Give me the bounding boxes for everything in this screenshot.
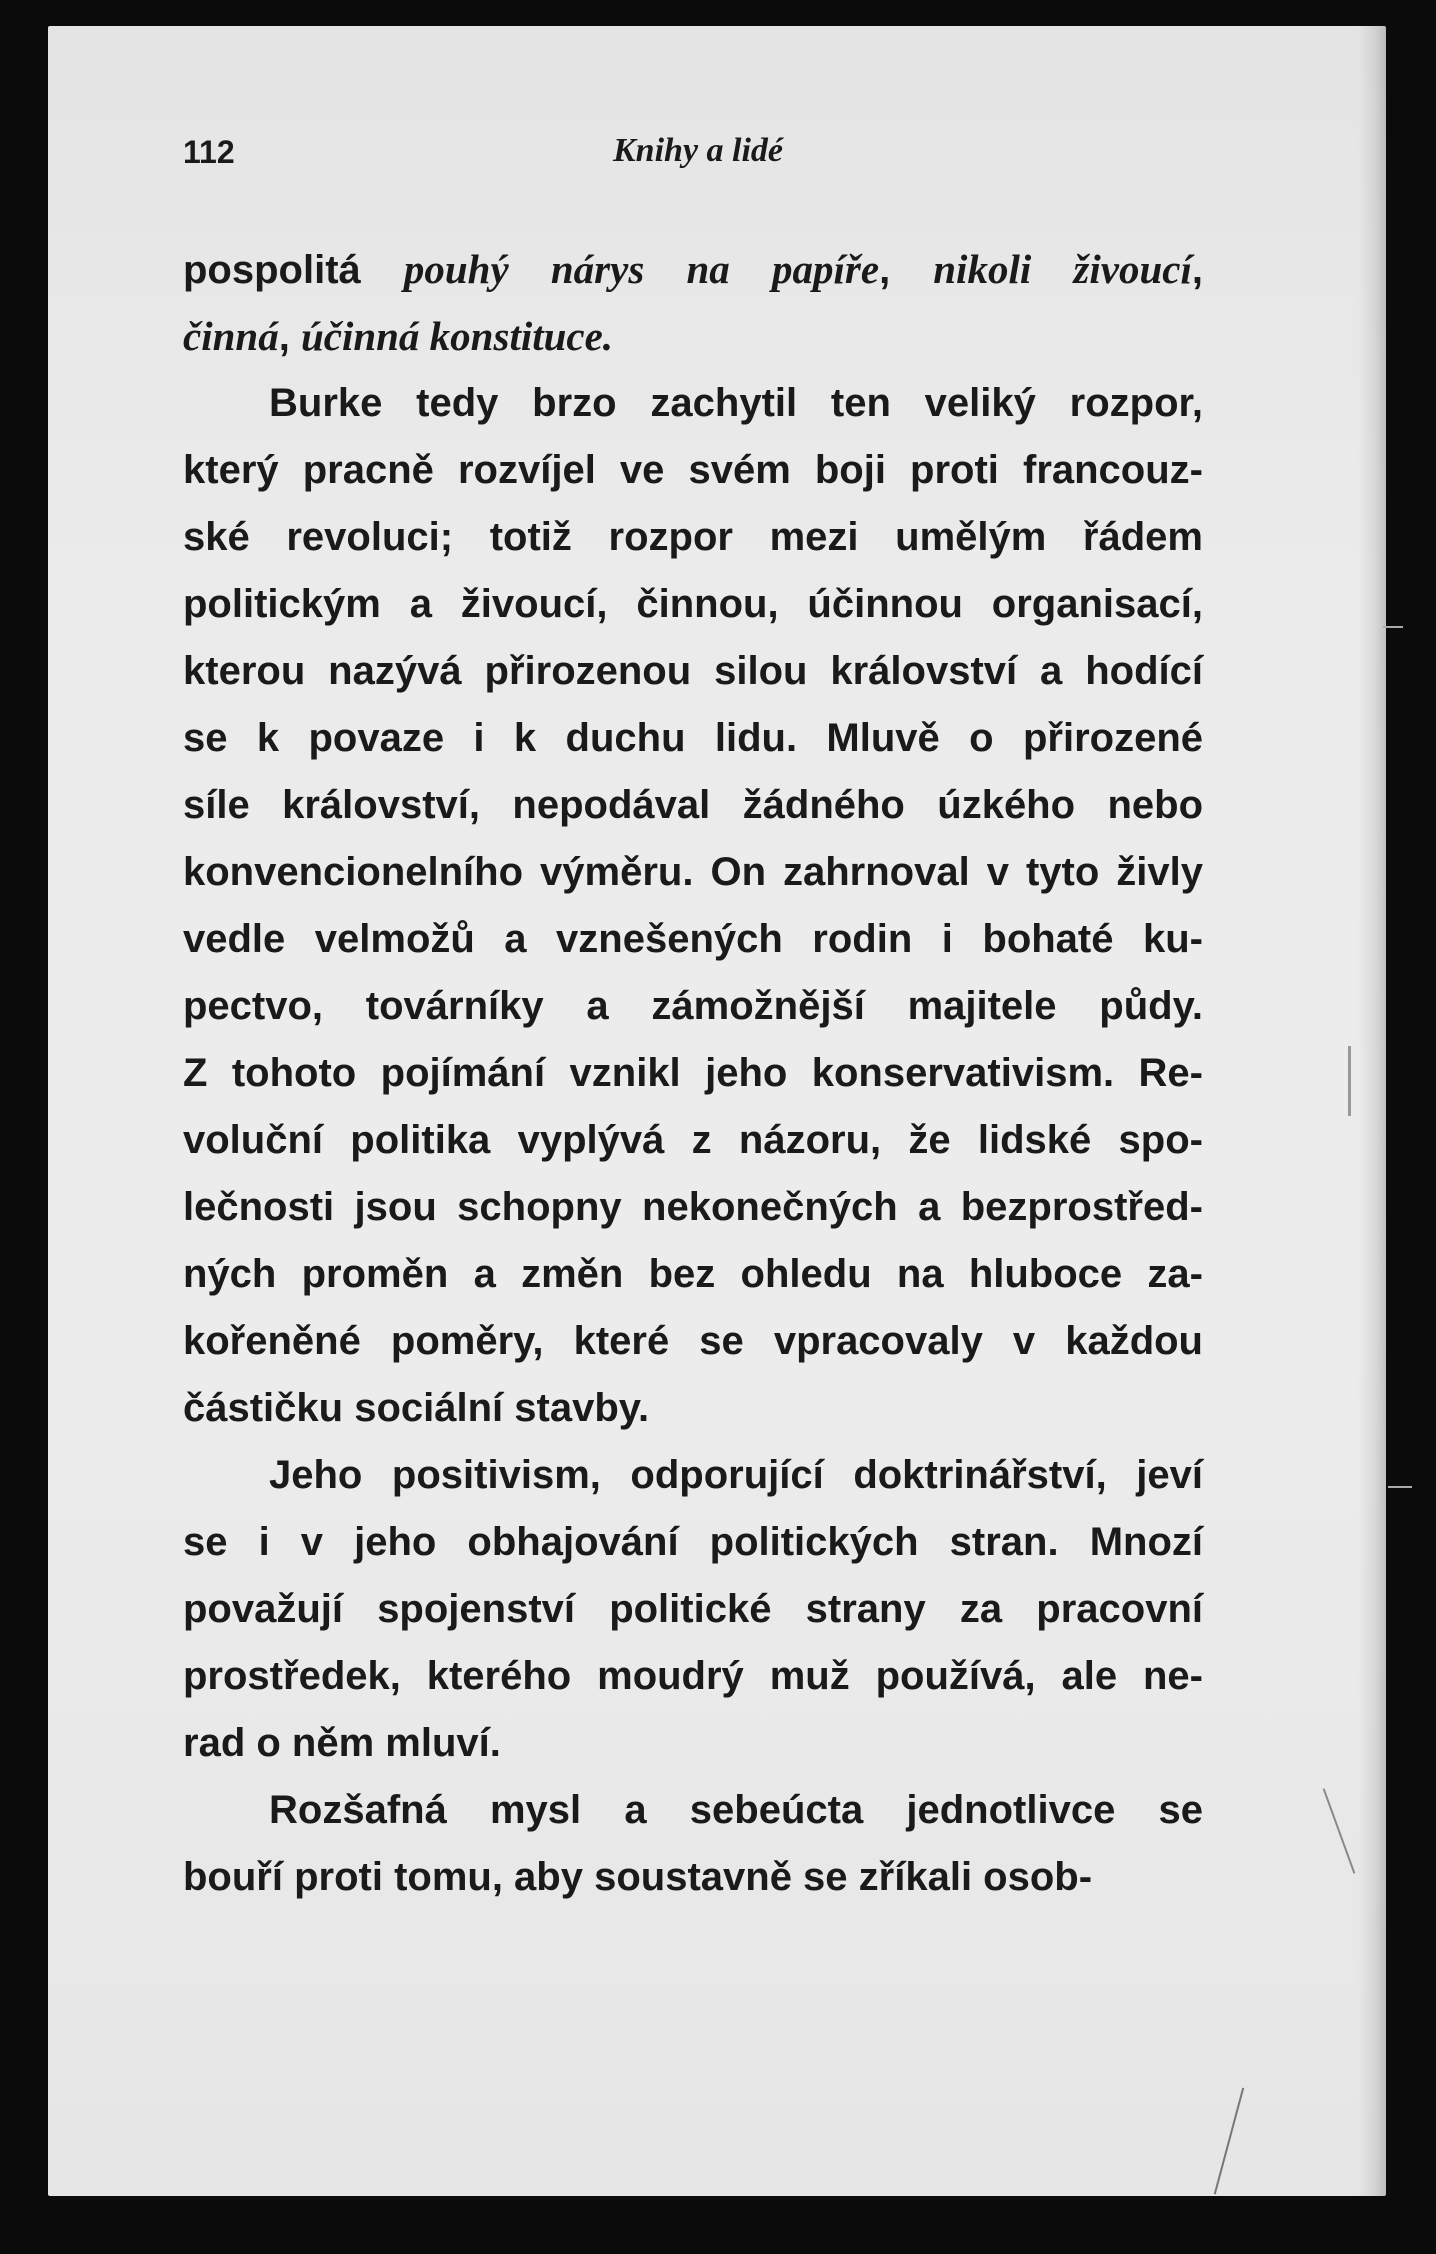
text-line	[183, 1375, 1203, 1442]
text-run: pectvo, továrníky a zámožnější majitele půdy.	[183, 984, 1203, 1028]
text-line	[183, 1241, 1203, 1308]
text-run: pospolitá	[183, 248, 404, 292]
text-run: ,	[879, 248, 934, 292]
body-text	[183, 236, 1203, 1911]
text-run: Z tohoto pojímání vznikl jeho konservativism. Re-	[183, 1051, 1203, 1095]
text-line	[183, 1643, 1203, 1710]
text-line	[183, 1576, 1203, 1643]
italic-text: pouhý nárys na papíře	[403, 246, 880, 292]
text-run: kterou nazývá přirozenou silou království a hodící	[183, 649, 1203, 693]
text-run: síle království, nepodával žádného úzkého nebo	[183, 783, 1203, 827]
text-run: ných proměn a změn bez ohledu na hluboce za-	[183, 1252, 1203, 1296]
scan-speck	[1214, 2088, 1244, 2195]
text-line	[183, 1308, 1203, 1375]
text-run: částičku sociální stavby.	[183, 1386, 650, 1430]
text-run: ské revoluci; totiž rozpor mezi umělým řádem	[183, 515, 1203, 559]
scan-speck	[1323, 1788, 1356, 1873]
text-line	[183, 370, 1203, 437]
text-line	[183, 1107, 1203, 1174]
text-line	[183, 437, 1203, 504]
text-run: Rozšafná mysl a sebeúcta jednotlivce se	[269, 1788, 1203, 1832]
text-run: Burke tedy brzo zachytil ten veliký rozpor,	[269, 381, 1203, 425]
text-run: kořeněné poměry, které se vpracovaly v každou	[183, 1319, 1203, 1363]
text-line	[183, 303, 1203, 370]
text-line	[183, 1844, 1203, 1911]
text-run: se k povaze i k duchu lidu. Mluvě o přirozené	[183, 716, 1203, 760]
text-run: bouří proti tomu, aby soustavně se zříkali osob-	[183, 1855, 1093, 1899]
paragraph	[183, 370, 1203, 1442]
text-line	[183, 973, 1203, 1040]
italic-text: činná	[183, 313, 279, 359]
text-run: Jeho positivism, odporující doktrinářství, jeví	[269, 1453, 1203, 1497]
text-line	[183, 236, 1203, 303]
text-line	[183, 906, 1203, 973]
text-run: vedle velmožů a vznešených rodin i bohaté ku-	[183, 917, 1203, 961]
text-run: považují spojenství politické strany za pracovní	[183, 1587, 1203, 1631]
text-line	[183, 705, 1203, 772]
italic-text: účinná konstituce.	[300, 313, 614, 359]
text-line	[183, 1442, 1203, 1509]
page-edge-shadow	[1358, 26, 1386, 2196]
text-run: politickým a živoucí, činnou, účinnou organisací,	[183, 582, 1203, 626]
text-run: se i v jeho obhajování politických stran. Mnozí	[183, 1520, 1203, 1564]
paragraph	[183, 236, 1203, 370]
text-run: konvencionelního výměru. On zahrnoval v tyto živly	[183, 850, 1203, 894]
text-line	[183, 839, 1203, 906]
text-line	[183, 1777, 1203, 1844]
text-run: lečnosti jsou schopny nekonečných a bezprostřed-	[183, 1185, 1203, 1229]
text-line	[183, 638, 1203, 705]
scan-speck	[1348, 1046, 1351, 1116]
text-run: rad o něm mluví.	[183, 1721, 501, 1765]
text-run: který pracně rozvíjel ve svém boji proti francouz-	[183, 448, 1203, 492]
text-run: ,	[1191, 248, 1203, 292]
text-run: prostředek, kterého moudrý muž používá, ale ne-	[183, 1654, 1203, 1698]
italic-text: nikoli živoucí	[933, 246, 1192, 292]
scan-speck	[1383, 626, 1403, 628]
text-line	[183, 1710, 1203, 1777]
text-run: voluční politika vyplývá z názoru, že lidské spo-	[183, 1118, 1203, 1162]
text-line	[183, 571, 1203, 638]
paragraph	[183, 1442, 1203, 1777]
text-line	[183, 504, 1203, 571]
text-run: ,	[278, 315, 301, 359]
text-line	[183, 1174, 1203, 1241]
scan-speck	[1388, 1486, 1412, 1488]
page-header	[183, 134, 1203, 194]
text-line	[183, 772, 1203, 839]
paragraph	[183, 1777, 1203, 1911]
running-title: Knihy a lidé	[613, 132, 784, 169]
text-line	[183, 1040, 1203, 1107]
page-number: 112	[183, 134, 235, 170]
text-line	[183, 1509, 1203, 1576]
